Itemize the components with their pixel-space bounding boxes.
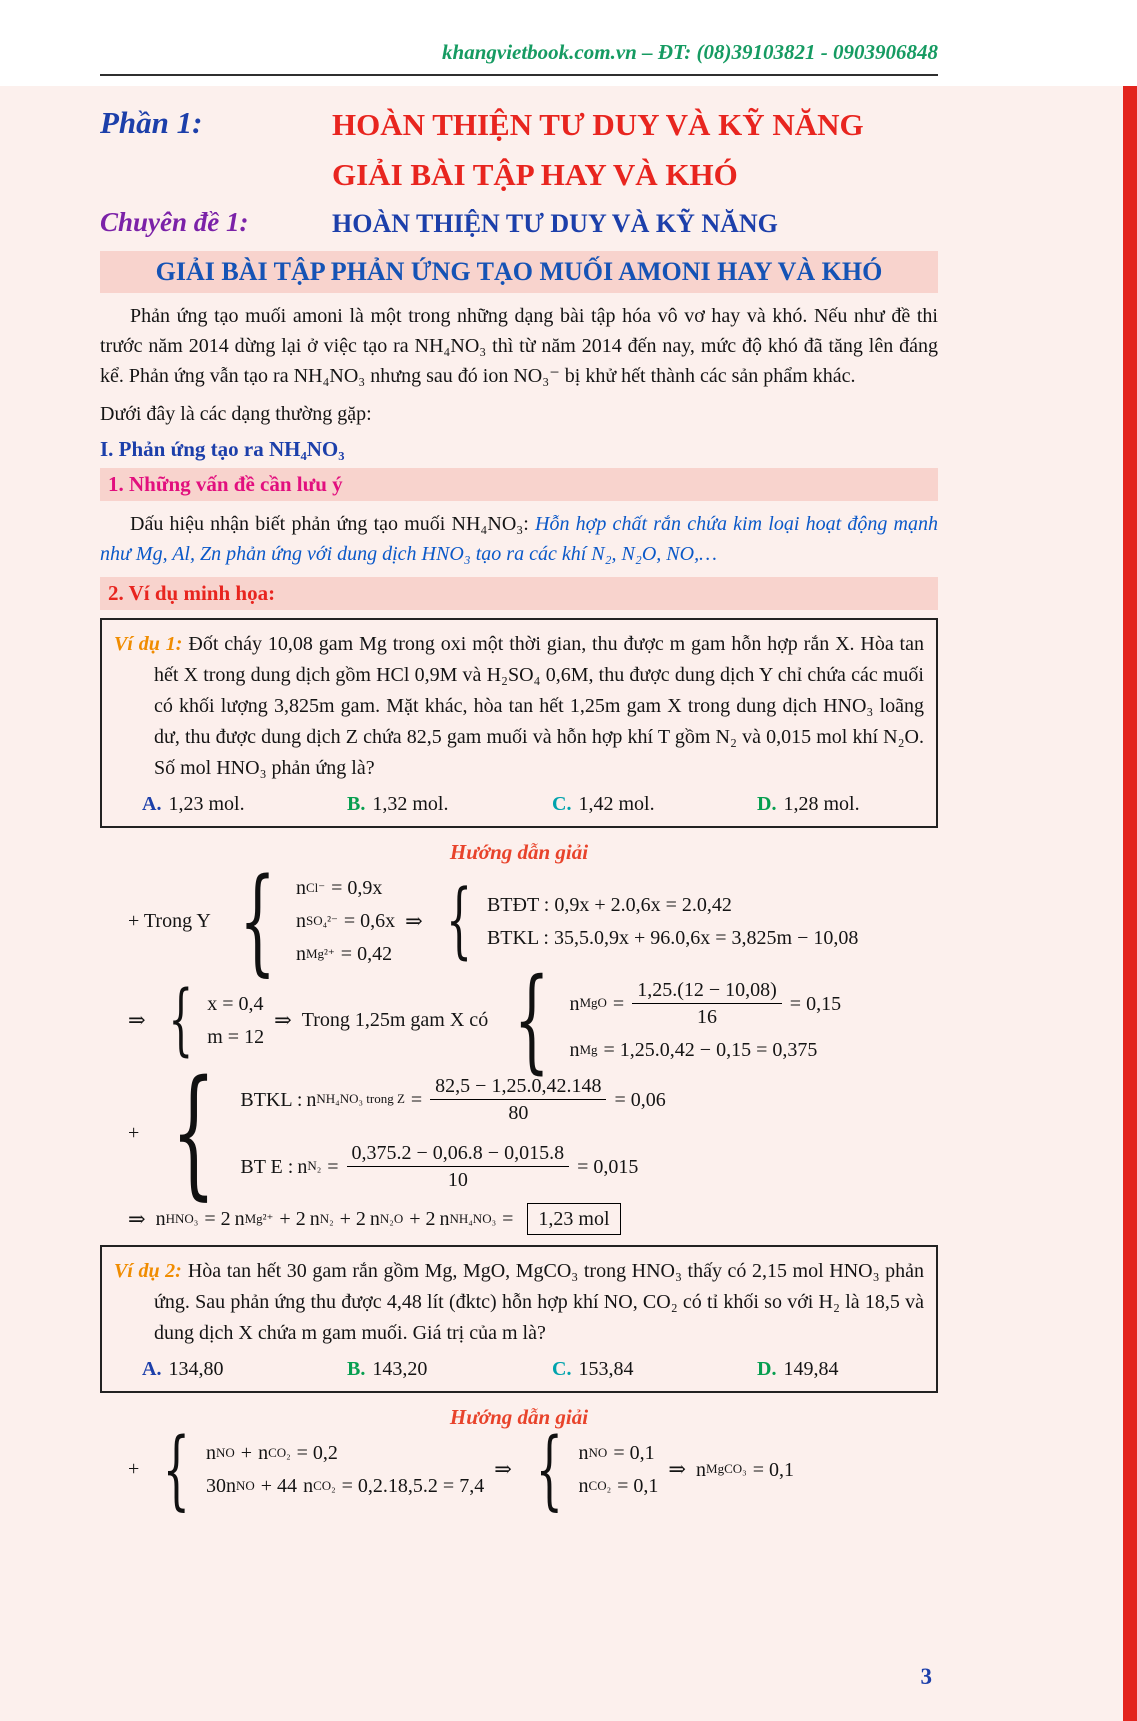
note-hint-text: Hỗn hợp chất rắn chứa kim loại hoạt động mạnh như Mg, Al, Zn phản ứng với dung dịch HNO₃ tạo ra các khí N₂, N₂O, NO,…: [100, 513, 939, 566]
brace-group: { x = 0,4 m = 12: [168, 975, 265, 1066]
brace-group: { BTKL : n NH₄NO₃ trong Z = $\frac{82,5 - 1,25.0,42.148}{80}$ = 0,06 BT E : n N₂ = $\frac{0,375.2 - 0,06.8 - 0,015.8}{10}$ = 0,015: [171, 1051, 666, 1215]
term-connector: = 2: [204, 1208, 231, 1231]
equation: [296, 875, 395, 901]
math-term: [440, 1206, 514, 1232]
math-var-sub: NO: [236, 1477, 255, 1493]
math-var-n: n: [295, 910, 306, 933]
math-var-sub: CO₂: [588, 1477, 612, 1493]
solution-1-row-4: [128, 1203, 938, 1235]
equation-rhs: = 0,2.18,5.2 = 7,4: [341, 1475, 485, 1498]
note-paragraph: [100, 509, 938, 569]
equation: [240, 1073, 665, 1126]
header-site-line: khangvietbook.com.vn – ĐT: (08)39103821 - 0903906848: [442, 40, 938, 64]
math-var-n: n: [569, 1039, 580, 1062]
term-connector: =: [502, 1208, 514, 1231]
equation: [569, 977, 841, 1030]
equals-sign: =: [612, 992, 625, 1015]
brace-group: { n NO = 0,1 n CO₂ = 0,1: [535, 1419, 659, 1520]
math-var-n: n: [569, 992, 580, 1015]
equation: [296, 941, 395, 967]
equation: m = 12: [207, 1025, 265, 1048]
answer-letter: D.: [757, 1358, 777, 1381]
content-column: [100, 100, 939, 1520]
fraction-denominator: 10: [447, 1169, 468, 1192]
answer-option-a: [142, 1358, 347, 1381]
example-2-label: Ví dụ 2:: [114, 1260, 182, 1283]
math-var-sub: CO₂: [313, 1477, 336, 1493]
equation: [579, 1473, 659, 1499]
answer-value: 143,20: [372, 1358, 428, 1381]
brace-group: { n NO + n CO₂ = 0,2 30 n NO + 44 n CO₂ = 0,2.18,5.2 = 7,4: [162, 1419, 485, 1520]
equation: x = 0,4: [207, 992, 264, 1015]
example-2-text: [114, 1256, 924, 1349]
math-var-n: n: [295, 943, 306, 966]
math-var-n: n: [155, 1208, 166, 1231]
answer-value: 1,42 mol.: [578, 793, 655, 816]
equation-rhs: = 0,1: [617, 1475, 659, 1498]
implies-arrow: ⇒: [405, 908, 423, 933]
subsection-1-heading: 1. Những vấn đề cần lưu ý: [100, 468, 938, 501]
final-equation: [156, 1203, 621, 1235]
fraction-denominator: 80: [508, 1102, 529, 1125]
equation: [206, 1473, 484, 1499]
equation: [206, 1440, 484, 1466]
answer-option-b: [347, 1358, 552, 1381]
answer-letter: C.: [552, 793, 572, 816]
part-heading: [100, 100, 938, 199]
math-var-sub: CO₂: [268, 1444, 291, 1460]
math-var-sub: HNO₃: [165, 1210, 199, 1226]
math-var-n: n: [369, 1208, 380, 1231]
math-mid-text: Trong 1,25m gam X có: [301, 1008, 489, 1031]
page-header: [100, 40, 938, 76]
implies-arrow: ⇒: [668, 1457, 687, 1482]
example-2-answers: [114, 1358, 924, 1381]
page-edge-stripe: [1123, 86, 1137, 1721]
math-lead: + Trong Y: [128, 909, 211, 932]
math-var-n: n: [578, 1475, 589, 1498]
math-var-n: n: [206, 1442, 216, 1465]
math-var-n: n: [226, 1475, 236, 1498]
example-1-answers: [114, 793, 924, 816]
equation-rhs: = 0,6x: [343, 910, 396, 933]
term-connector: + 2: [339, 1208, 366, 1231]
fraction-numerator: 82,5 − 1,25.0,42.148: [430, 1073, 606, 1100]
implies-arrow: ⇒: [274, 1007, 292, 1032]
equation-result: = 0,06: [614, 1088, 666, 1111]
equation-stack: [487, 892, 858, 951]
example-2-body: Hòa tan hết 30 gam rắn gồm Mg, MgO, MgCO₃ trong HNO₃ thấy có 2,15 mol HNO₃ phản ứng. Sau phản ứng thu được 4,48 lít (đktc) hỗn hợp khí NO, CO₂ có tỉ khối so với H₂ là 18,5 và dung dịch X chứa m gam muối. Giá trị của m là?: [154, 1260, 925, 1345]
equation: [296, 908, 395, 934]
equation-label: BTKL :: [240, 1088, 303, 1111]
solution-1-row-3: [128, 1051, 938, 1215]
answer-value: 149,84: [783, 1358, 839, 1381]
answer-value: 1,23 mol.: [168, 793, 245, 816]
topic-subtitle: GIẢI BÀI TẬP PHẢN ỨNG TẠO MUỐI AMONI HAY VÀ KHÓ: [100, 251, 938, 293]
answer-option-a: [142, 793, 347, 816]
equation-stack: [296, 875, 395, 967]
fraction-numerator: 1,25.(12 − 10,08): [632, 977, 782, 1004]
math-var-sub: N₂O: [379, 1210, 404, 1226]
answer-option-b: [347, 793, 552, 816]
example-1-label: Ví dụ 1:: [114, 633, 183, 656]
equals-sign: =: [410, 1088, 423, 1111]
equation-label: BT E :: [240, 1155, 294, 1178]
math-term: [370, 1206, 436, 1232]
note-label: Dấu hiệu nhận biết phản ứng tạo muối NH₄NO₃:: [130, 513, 536, 536]
intro-paragraph: Phản ứng tạo muối amoni là một trong những dạng bài tập hóa vô vơ hay và khó. Nếu như đề thi trước năm 2014 dừng lại ở việc tạo ra NH₄NO₃ thì từ năm 2014 đến nay, mức độ khó đã tăng lên đáng kể. Phản ứng vẫn tạo ra NH₄NO₃ nhưng sau đó ion NO₃⁻ bị khử hết thành các sản phẩm khác.: [100, 305, 938, 388]
math-var-sub: N₂: [307, 1158, 322, 1174]
example-1-text: [114, 629, 924, 784]
math-var-n: n: [295, 877, 306, 900]
equation-stack: [240, 1073, 665, 1193]
math-var-sub: SO₄²⁻: [305, 912, 338, 928]
math-lead: +: [128, 1458, 140, 1481]
solution-2-heading: Hướng dẫn giải: [449, 1405, 589, 1430]
part-title-line1: HOÀN THIỆN TƯ DUY VÀ KỸ NĂNG: [332, 107, 864, 142]
equation-result: = 0,15: [789, 992, 842, 1015]
math-var-sub: Cl⁻: [305, 879, 326, 895]
equation: [240, 1140, 665, 1193]
part-label: Phần 1:: [100, 105, 203, 140]
implies-arrow: ⇒: [128, 1007, 146, 1032]
answer-value: 153,84: [578, 1358, 634, 1381]
equation-rhs: = 0,2: [296, 1442, 338, 1465]
math-var-n: n: [258, 1442, 269, 1465]
equation-stack: [569, 977, 841, 1063]
math-var-sub: NH₄NO₃ trong Z: [316, 1091, 405, 1107]
coefficient: 30: [206, 1475, 226, 1498]
math-var-sub: NO: [588, 1444, 608, 1460]
answer-letter: A.: [142, 793, 162, 816]
math-var-n: n: [309, 1208, 320, 1231]
answer-value: 1,32 mol.: [372, 793, 449, 816]
fraction: [632, 977, 782, 1030]
part-title: [332, 100, 864, 199]
fraction-numerator: 0,375.2 − 0,06.8 − 0,015.8: [347, 1140, 570, 1167]
math-var-n: n: [234, 1208, 245, 1231]
math-var-sub: MgCO₃: [706, 1461, 747, 1477]
math-term: [235, 1206, 306, 1232]
math-var-n: n: [306, 1088, 317, 1111]
answer-option-c: [552, 793, 757, 816]
math-var-sub: MgO: [579, 995, 607, 1011]
example-1-box: [100, 618, 938, 828]
brace-group: { n Cl⁻ = 0,9x n SO₄²⁻ = 0,6x n Mg²⁺ = 0,42: [239, 854, 396, 989]
brace-group: { BTĐT : 0,9x + 2.0,6x = 2.0,42 BTKL : 35,5.0,9x + 96.0,6x = 3,825m − 10,08: [445, 873, 859, 969]
answer-option-d: [757, 1358, 838, 1381]
solution-1-heading: Hướng dẫn giải: [449, 840, 589, 865]
equation-stack: [579, 1440, 659, 1499]
fraction: [347, 1140, 570, 1193]
answer-option-d: [757, 793, 860, 816]
fraction-denominator: 16: [696, 1006, 717, 1029]
implies-arrow: ⇒: [128, 1206, 146, 1231]
equation-rhs: = 0,9x: [331, 877, 383, 900]
answer-letter: A.: [142, 1358, 162, 1381]
math-var-sub: NH₄NO₃: [449, 1210, 497, 1226]
result-box: 1,23 mol: [527, 1203, 620, 1235]
equation: [579, 1440, 659, 1466]
topic-title: HOÀN THIỆN TƯ DUY VÀ KỸ NĂNG: [332, 209, 778, 239]
plus-sign: + 44: [260, 1475, 298, 1498]
answer-value: 1,28 mol.: [783, 793, 860, 816]
equation-rhs: = 1,25.0,42 − 0,15 = 0,375: [603, 1039, 818, 1062]
solution-2-row-1: [128, 1419, 938, 1520]
answer-letter: B.: [347, 793, 366, 816]
equation: BTKL : 35,5.0,9x + 96.0,6x = 3,825m − 10,08: [486, 926, 859, 949]
math-var-n: n: [303, 1475, 314, 1498]
solution-1-row-1: [128, 854, 938, 989]
math-var-sub: NO: [216, 1444, 235, 1460]
term-connector: + 2: [409, 1208, 436, 1231]
example-2-box: [100, 1245, 938, 1393]
forms-intro-line: Dưới đây là các dạng thường gặp:: [100, 403, 372, 426]
topic-label: Chuyên đề 1:: [100, 207, 249, 238]
subsection-2-heading: 2. Ví dụ minh họa:: [100, 577, 938, 610]
math-var-n: n: [297, 1155, 308, 1178]
equation-rhs: = 0,1: [613, 1442, 655, 1465]
equation-stack: [206, 1440, 484, 1499]
equation-result: = 0,015: [577, 1155, 639, 1178]
answer-letter: B.: [347, 1358, 366, 1381]
math-var-n: n: [696, 1458, 707, 1481]
answer-letter: D.: [757, 793, 777, 816]
equation: [569, 1037, 841, 1063]
equation-rhs: = 0,42: [340, 943, 393, 966]
plus-sign: +: [240, 1442, 253, 1465]
page-number: 3: [920, 1664, 932, 1689]
section-1-heading: I. Phản ứng tạo ra NH₄NO₃: [100, 437, 345, 462]
answer-letter: C.: [552, 1358, 572, 1381]
part-title-line2: GIẢI BÀI TẬP HAY VÀ KHÓ: [332, 156, 738, 192]
math-var-n: n: [439, 1208, 450, 1231]
equation-rhs: = 0,1: [752, 1458, 794, 1481]
topic-heading: [100, 207, 938, 239]
answer-option-c: [552, 1358, 757, 1381]
solution-1-row-2: [128, 955, 938, 1086]
math-var-sub: Mg²⁺: [244, 1210, 274, 1226]
term-connector: + 2: [279, 1208, 306, 1231]
math-lead: +: [128, 1121, 140, 1144]
math-var-sub: Mg²⁺: [305, 945, 335, 961]
math-var-sub: N₂: [319, 1210, 334, 1226]
implies-arrow: ⇒: [494, 1457, 512, 1482]
equals-sign: =: [327, 1155, 339, 1178]
equation: [696, 1457, 794, 1483]
equation-stack: [207, 991, 264, 1050]
math-var-sub: Mg: [579, 1041, 598, 1057]
example-1-body: Đốt cháy 10,08 gam Mg trong oxi một thời gian, thu được m gam hỗn hợp rắn X. Hòa tan hết X trong dung dịch gồm HCl 0,9M và H₂SO₄ 0,6M, thu được dung dịch Y chỉ chứa các muối có khối lượng 3,825m gam. Mặt khác, hòa tan hết 1,25m gam X trong dung dịch HNO₃ loãng dư, thu được dung dịch Z chứa 82,5 gam muối và hỗn hợp khí T gồm N₂ và 0,015 mol khí N₂O. Số mol HNO₃ phản ứng là?: [154, 633, 924, 780]
brace-group: { n MgO = $\frac{1,25.(12 - 10,08)}{16}$ = 0,15 n Mg = 1,25.0,42 − 0,15 = 0,375: [514, 955, 842, 1086]
math-var-n: n: [578, 1442, 589, 1465]
answer-value: 134,80: [168, 1358, 224, 1381]
equation: BTĐT : 0,9x + 2.0,6x = 2.0,42: [486, 893, 732, 916]
math-term: [310, 1206, 366, 1232]
